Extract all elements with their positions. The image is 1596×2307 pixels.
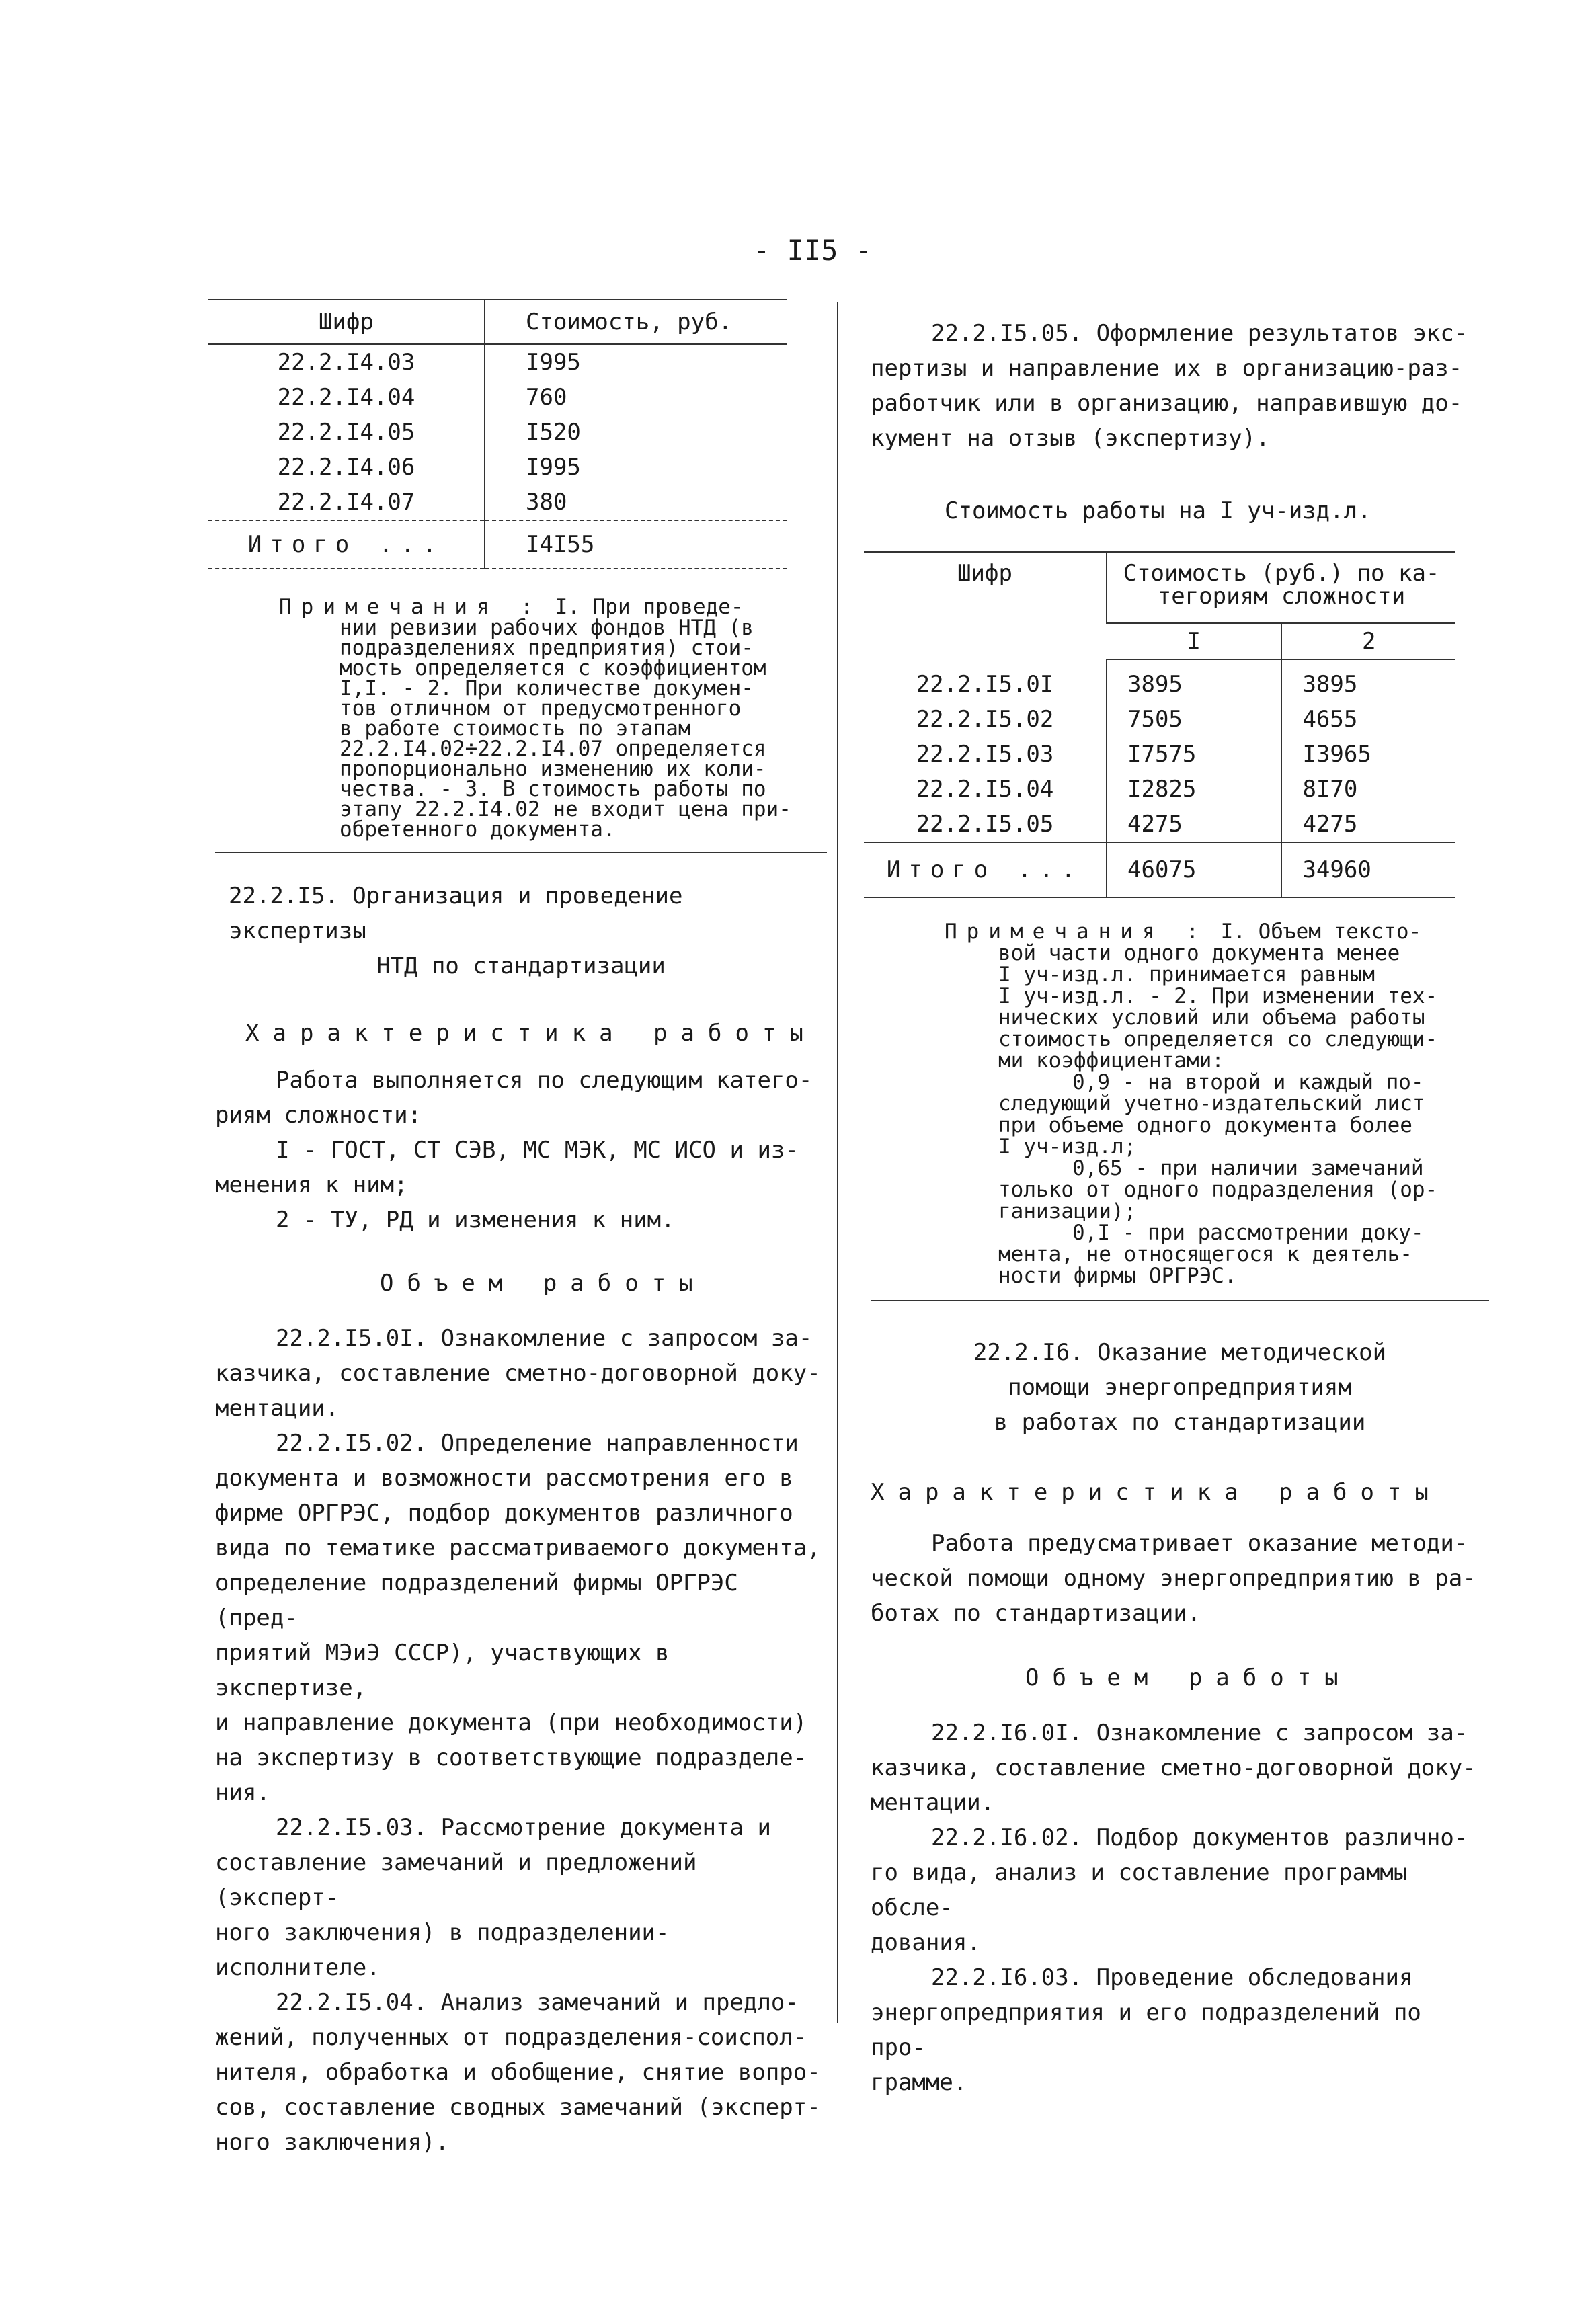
note-line: чества. - 3. В стоимость работы по: [340, 777, 766, 801]
note-line: обретенного документа.: [340, 817, 616, 842]
step-text: ментации.: [871, 1789, 995, 1816]
note-line: в работе стоимость по этапам: [340, 717, 691, 741]
row-cost: I520: [485, 415, 787, 450]
step-text: 22.2.I5.02. Определение направленности: [276, 1430, 799, 1457]
header-code: Шифр: [864, 552, 1107, 659]
row-code: 22.2.I5.0I: [916, 670, 1054, 698]
section-22-2-16: [871, 1335, 1489, 1440]
table-row: [208, 415, 787, 450]
step-text: 22.2.I5.05. Оформление результатов экс-: [931, 320, 1468, 347]
table-row: [864, 659, 1455, 702]
total-cost-1: 46075: [1107, 842, 1281, 897]
table-row: [864, 807, 1455, 842]
char-heading: Характеристика работы: [871, 1479, 1442, 1506]
step-text: грамме.: [871, 2069, 967, 2096]
row-cost-2: I3965: [1281, 737, 1455, 772]
step-list: [871, 1715, 1489, 2100]
char-heading: Характеристика работы: [245, 1020, 817, 1047]
row-code: 22.2.I4.05: [277, 419, 415, 446]
note-line: ности фирмы ОРГРЭС.: [998, 1264, 1237, 1288]
note-line: этапу 22.2.I4.02 не входит цена при-: [340, 797, 791, 821]
header-category-2: 2: [1281, 623, 1455, 659]
cost-table-14: [208, 299, 787, 569]
char-text: Работа предусматривает оказание методи-: [931, 1530, 1468, 1557]
row-cost: I995: [485, 344, 787, 380]
step-text: кумент на отзыв (экспертизу).: [871, 425, 1270, 452]
table-row: [864, 737, 1455, 772]
step-text: казчика, составление сметно-договорной доку-: [871, 1754, 1476, 1781]
row-code: 22.2.I5.05: [916, 811, 1054, 838]
table-row: [208, 344, 787, 380]
note-line: при объеме одного документа более: [998, 1113, 1412, 1137]
header-cost: Стоимость (руб.) по ка- тегориям сложности: [1107, 552, 1455, 623]
note-line: I,I. - 2. При количестве докумен-: [340, 676, 754, 700]
row-code: 22.2.I4.04: [277, 384, 415, 411]
step-text: приятий МЭиЭ СССР), участвующих в экспертизе,: [215, 1640, 670, 1701]
row-code: 22.2.I5.02: [916, 706, 1054, 733]
note-line: I. При проведе-: [555, 595, 744, 619]
row-cost-2: 4275: [1281, 807, 1455, 842]
row-cost-1: I7575: [1107, 737, 1281, 772]
note-line: нических условий или объема работы: [998, 1006, 1425, 1030]
note-line: мость определяется с коэффициентом: [340, 656, 766, 680]
step-text: энергопредприятия и его подразделений по про-: [871, 1999, 1421, 2061]
step-text: 22.2.I5.03. Рассмотрение документа и: [276, 1814, 771, 1841]
row-cost-2: 4655: [1281, 702, 1455, 737]
section-title: 22.2.I5. Организация и проведение экспертизы: [229, 883, 683, 944]
row-cost-1: 3895: [1107, 659, 1281, 702]
table-note: [215, 579, 827, 853]
table-note: [871, 921, 1489, 1301]
row-cost: 760: [485, 380, 787, 415]
step-text: работчик или в организацию, направившую до-: [871, 390, 1463, 417]
step-text: казчика, составление сметно-договорной доку-: [215, 1360, 821, 1387]
column-divider: [837, 302, 838, 2023]
step-text: 22.2.I6.02. Подбор документов различно-: [931, 1824, 1468, 1851]
row-cost-1: 7505: [1107, 702, 1281, 737]
right-column: [871, 316, 1489, 2100]
note-line: ми коэффициентами:: [998, 1049, 1224, 1073]
step-text: фирме ОРГРЭС, подбор документов различного: [215, 1500, 793, 1527]
header-code: Шифр: [208, 300, 485, 344]
header-category-1: I: [1107, 623, 1281, 659]
row-code: 22.2.I4.06: [277, 454, 415, 481]
char-text: ботах по стандартизации.: [871, 1600, 1201, 1627]
step-text: жений, полученных от подразделения-соиспол-: [215, 2024, 807, 2051]
char-text: ческой помощи одному энергопредприятию в ра-: [871, 1565, 1476, 1592]
step-text: дования.: [871, 1929, 981, 1956]
section-title: в работах по стандартизации: [994, 1409, 1366, 1436]
row-code: 22.2.I5.04: [916, 776, 1054, 803]
note-line: 0,9 - на второй и каждый по-: [1072, 1070, 1424, 1094]
row-cost-2: 3895: [1281, 659, 1455, 702]
step-text: го вида, анализ и составление программы обсле-: [871, 1859, 1408, 1921]
section-title: НТД по стандартизации: [376, 953, 666, 979]
table-row: [208, 380, 787, 415]
row-code: 22.2.I5.03: [916, 741, 1054, 768]
note-line: I уч-изд.л;: [998, 1135, 1137, 1159]
volume-heading: Объем работы: [380, 1270, 707, 1297]
note-line: 0,65 - при наличии замечаний: [1072, 1156, 1424, 1180]
step-text: документа и возможности рассмотрения его в: [215, 1465, 793, 1492]
note-line: 0,I - при рассмотрении доку-: [1072, 1221, 1424, 1245]
note-line: вой части одного документа менее: [998, 941, 1400, 965]
step-text: 22.2.I6.0I. Ознакомление с запросом за-: [931, 1719, 1468, 1746]
note-line: ганизации);: [998, 1199, 1137, 1223]
step-text: и направление документа (при необходимости): [215, 1709, 807, 1736]
table-row: [208, 485, 787, 520]
step-text: на экспертизу в соответствующие подразделе-: [215, 1744, 807, 1771]
row-cost-2: 8I70: [1281, 772, 1455, 807]
char-text: риям сложности:: [215, 1102, 422, 1129]
section-title: помощи энергопредприятиям: [1008, 1374, 1352, 1401]
step-text: составление замечаний и предложений (эксперт-: [215, 1849, 697, 1911]
char-text: менения к ним;: [215, 1172, 408, 1199]
table-row: [864, 702, 1455, 737]
note-title: Примечания :: [279, 595, 543, 619]
header-cost: Стоимость, руб.: [485, 300, 787, 344]
note-line: пропорционально изменению их коли-: [340, 757, 766, 781]
volume-heading: Объем работы: [1025, 1664, 1352, 1691]
step-text: 22.2.I5.04. Анализ замечаний и предло-: [276, 1989, 799, 2016]
row-code: 22.2.I4.07: [277, 489, 415, 516]
total-label: Итого ...: [864, 842, 1107, 897]
total-value: I4I55: [485, 520, 787, 569]
note-line: следующий учетно-издательский лист: [998, 1092, 1425, 1116]
step-text: ментации.: [215, 1395, 340, 1422]
table-row: [208, 450, 787, 485]
step-text: ного заключения).: [215, 2129, 449, 2156]
section-title: 22.2.I6. Оказание методической: [973, 1339, 1387, 1366]
step-text: ного заключения) в подразделении-исполнителе.: [215, 1919, 670, 1981]
step-text: ния.: [215, 1779, 270, 1806]
note-line: подразделениях предприятия) стои-: [340, 636, 754, 660]
table-row: [864, 772, 1455, 807]
step-text: вида по тематике рассматриваемого документа,: [215, 1535, 821, 1562]
note-line: только от одного подразделения (ор-: [998, 1178, 1438, 1202]
note-line: I. Объем тексто-: [1220, 920, 1422, 944]
note-line: 22.2.I4.02÷22.2.I4.07 определяется: [340, 737, 766, 761]
cost-table-15: [864, 551, 1455, 898]
total-label: Итого ...: [208, 520, 485, 569]
note-line: тов отличном от предусмотренного: [340, 696, 742, 721]
row-cost-1: I2825: [1107, 772, 1281, 807]
table-caption: Стоимость работы на I уч-изд.л.: [945, 497, 1371, 524]
char-text: 2 - ТУ, РД и изменения к ним.: [276, 1207, 675, 1233]
table-total-row: [208, 520, 787, 569]
row-cost: 380: [485, 485, 787, 520]
step-text: пертизы и направление их в организацию-раз-: [871, 355, 1463, 382]
total-cost-2: 34960: [1281, 842, 1455, 897]
row-cost: I995: [485, 450, 787, 485]
row-cost-1: 4275: [1107, 807, 1281, 842]
note-line: нии ревизии рабочих фондов НТД (в: [340, 616, 754, 640]
page-number: - II5 -: [753, 234, 873, 267]
step-list: [215, 1321, 827, 2160]
step-text: сов, составление сводных замечаний (эксперт-: [215, 2094, 821, 2121]
section-22-2-15: [215, 879, 827, 983]
char-text: I - ГОСТ, СТ СЭВ, МС МЭК, МС ИСО и из-: [276, 1137, 799, 1164]
table-total-row: [864, 842, 1455, 897]
step-text: нителя, обработка и обобщение, снятие вопро-: [215, 2059, 821, 2086]
note-line: мента, не относящегося к деятель-: [998, 1242, 1412, 1266]
step-text: 22.2.I5.0I. Ознакомление с запросом за-: [276, 1325, 813, 1352]
note-line: I уч-изд.л. принимается равным: [998, 963, 1375, 987]
left-column: [215, 299, 827, 2160]
step-text: определение подразделений фирмы ОРГРЭС (пред-: [215, 1570, 738, 1631]
char-text: Работа выполняется по следующим катего-: [276, 1067, 813, 1094]
note-line: I уч-изд.л. - 2. При изменении тех-: [998, 984, 1438, 1008]
row-code: 22.2.I4.03: [277, 349, 415, 376]
note-title: Примечания :: [945, 920, 1208, 944]
step-text: 22.2.I6.03. Проведение обследования: [931, 1964, 1413, 1991]
note-line: стоимость определяется со следующи-: [998, 1027, 1438, 1051]
